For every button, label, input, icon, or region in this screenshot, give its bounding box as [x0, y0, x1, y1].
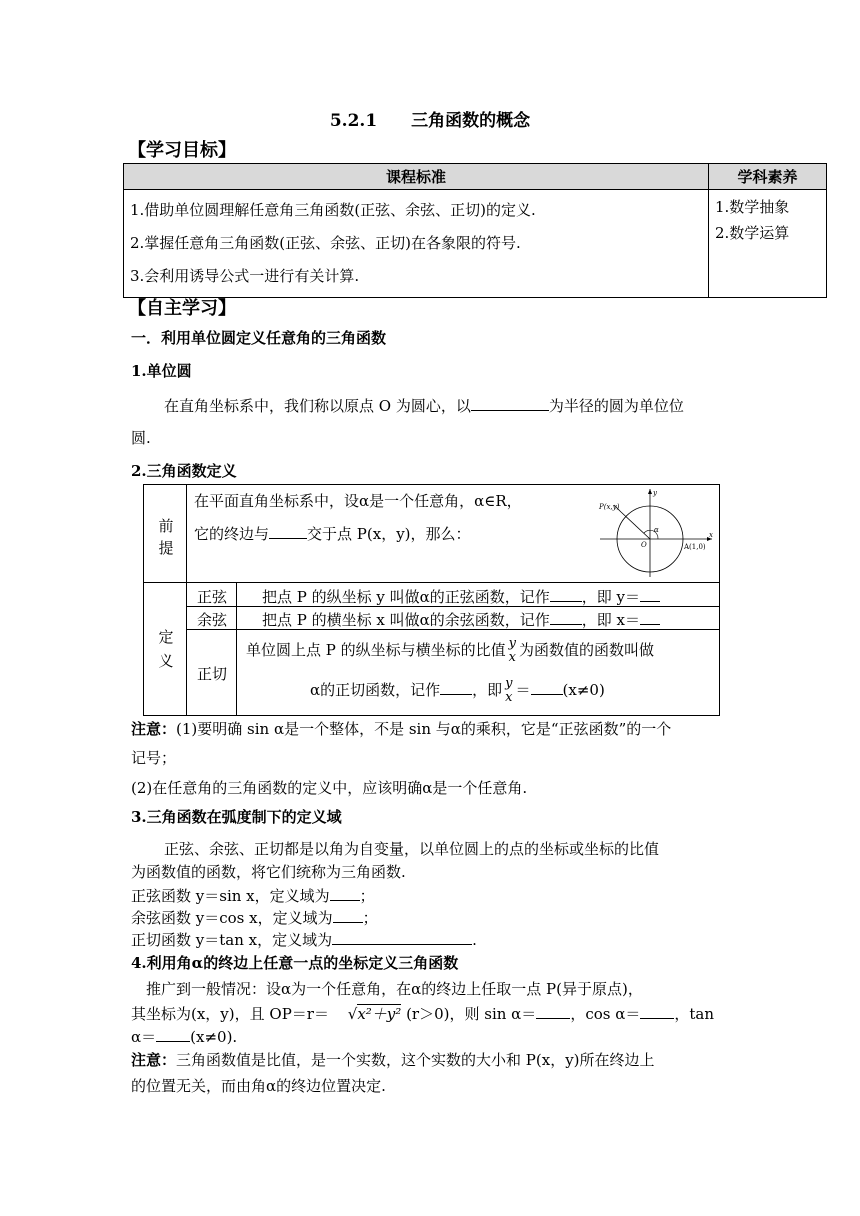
x-label: x — [709, 531, 713, 539]
blank — [536, 1004, 570, 1019]
s2-title: 2.三角函数定义 — [131, 462, 237, 480]
part4-line3b: (x≠0). — [190, 1028, 238, 1046]
punct: . — [472, 931, 477, 949]
sin-text — [262, 586, 660, 607]
note1-text: (1)要明确 sin α是一个整体，不是 sin 与α的乘积，它是“正弦函数”的一个 — [176, 720, 672, 738]
tan-line2d: (x≠0) — [562, 681, 605, 699]
part4-title: 4.利用角α的终边上任意一点的坐标定义三角函数 — [131, 954, 459, 972]
note1-line2: 记号； — [131, 749, 177, 767]
s1-text-line1 — [164, 395, 684, 416]
cos-text — [262, 609, 660, 630]
blank — [332, 930, 472, 945]
tan-line2c: ＝ — [515, 681, 531, 699]
s1-text-b: 为半径的圆为单位位 — [548, 397, 684, 415]
terminal-side — [621, 512, 650, 539]
fraction-y-over-x: y x — [505, 676, 513, 705]
standard-item: 3.会利用诱导公式一进行有关计算. — [130, 267, 360, 285]
premise-line1: 在平面直角坐标系中，设α是一个任意角，α∈R， — [194, 492, 522, 510]
note2-text: 三角函数值是比值，是一个实数，这个实数的大小和 P(x，y)所在终边上 — [176, 1051, 655, 1069]
sqrt-icon: √ — [347, 1005, 358, 1023]
blank — [330, 886, 360, 901]
fraction-y-over-x: y x — [508, 636, 516, 665]
blank — [531, 680, 563, 695]
sqrt-radicand: x²＋y² — [357, 1005, 402, 1023]
note-label: 注意： — [131, 720, 177, 738]
note2-line2: 的位置无关，而由角α的终边位置决定. — [131, 1077, 386, 1095]
literacy-cell — [709, 190, 827, 298]
cos-text-b: ，即 x＝ — [581, 611, 640, 629]
blank — [550, 610, 582, 625]
unit-circle-diagram — [598, 487, 716, 579]
sin-text-a: 把点 P 的纵坐标 y 叫做α的正弦函数，记作 — [262, 588, 550, 606]
alpha-label: α — [654, 526, 659, 534]
part1-heading: 一．利用单位圆定义任意角的三角函数 — [131, 329, 387, 347]
premise-label: 前提 — [158, 517, 174, 557]
literacy-item: 2.数学运算 — [715, 224, 790, 242]
part4-line2 — [131, 1003, 714, 1024]
tan-line2b: ，即 — [472, 681, 503, 699]
blank — [333, 908, 363, 923]
cos-label: 余弦 — [196, 611, 227, 629]
s1-title: 1.单位圆 — [131, 362, 192, 380]
sin-text-b: ，即 y＝ — [581, 588, 641, 606]
tan-line2 — [310, 677, 605, 705]
point-label: P(x,y) — [599, 503, 620, 511]
tan-line2a: α的正切函数，记作 — [310, 681, 441, 699]
standard-item: 2.掌握任意角三角函数(正弦、余弦、正切)在各象限的符号. — [130, 234, 521, 252]
note1-line1 — [131, 718, 671, 739]
part3-title: 3.三角函数在弧度制下的定义域 — [131, 808, 342, 826]
part4-line2a: 其坐标为(x，y)，且 OP＝r＝ — [131, 1005, 329, 1023]
col-header-standards: 课程标准 — [124, 164, 709, 190]
standards-cell — [124, 190, 709, 298]
blank — [471, 396, 549, 411]
cos-domain-text: 余弦函数 y＝cos x，定义域为 — [131, 909, 333, 927]
premise-line2 — [194, 523, 471, 544]
blank — [550, 587, 582, 602]
part3-line1: 正弦、余弦、正切都是以角为自变量，以单位圆上的点的坐标或坐标的比值 — [164, 840, 660, 858]
premise-line2a: 它的终边与 — [194, 525, 270, 543]
tan-line1a: 单位圆上点 P 的纵坐标与横坐标的比值 — [246, 641, 506, 659]
note2-line1 — [131, 1049, 655, 1070]
part4-line3 — [131, 1026, 237, 1047]
blank — [440, 680, 472, 695]
s1-text-c: 圆. — [131, 429, 151, 447]
punct: ； — [359, 887, 375, 905]
cos-domain-line — [131, 907, 378, 928]
row-divider — [144, 582, 719, 583]
col-divider — [186, 485, 187, 715]
part4-line1: 推广到一般情况：设α为一个任意角，在α的终边上任取一点 P(异于原点)， — [146, 980, 643, 998]
tan-line1b: 为函数值的函数叫做 — [519, 641, 655, 659]
note1-line3: (2)在任意角的三角函数的定义中，应该明确α是一个任意角. — [131, 779, 528, 797]
part4-line2e: ，tan — [674, 1005, 714, 1023]
blank — [269, 524, 307, 539]
tan-label: 正切 — [196, 665, 227, 683]
self-study-heading: 【自主学习】 — [128, 298, 236, 319]
sqrt-expression — [348, 1005, 402, 1023]
s1-text-a: 在直角坐标系中，我们称以原点 O 为圆心，以 — [164, 397, 471, 415]
col-header-literacy: 学科素养 — [709, 164, 827, 190]
note-label: 注意： — [131, 1051, 177, 1069]
blank — [640, 1004, 674, 1019]
sin-label: 正弦 — [196, 588, 227, 606]
definition-label: 定义 — [158, 628, 174, 670]
goals-heading: 【学习目标】 — [128, 140, 236, 161]
cos-text-a: 把点 P 的横坐标 x 叫做α的余弦函数，记作 — [262, 611, 550, 629]
col-divider — [236, 582, 237, 715]
part4-line2c: (r＞0)，则 sin α＝ — [406, 1005, 537, 1023]
literacy-item: 1.数学抽象 — [715, 198, 790, 216]
blank — [640, 610, 660, 625]
a-label: A(1,0) — [684, 543, 706, 551]
premise-line2b: 交于点 P(x，y)，那么： — [307, 525, 471, 543]
page-title: 5.2.1 三角函数的概念 — [329, 111, 531, 131]
origin-label: O — [641, 541, 647, 549]
blank — [640, 587, 660, 602]
sin-domain-line — [131, 885, 375, 906]
part4-line3a: α＝ — [131, 1028, 157, 1046]
standard-item: 1.借助单位圆理解任意角三角函数(正弦、余弦、正切)的定义. — [130, 201, 536, 219]
part4-line2d: ，cos α＝ — [570, 1005, 641, 1023]
part3-line2: 为函数值的函数，将它们统称为三角函数. — [131, 863, 406, 881]
y-label: y — [653, 489, 657, 497]
definition-table — [143, 484, 720, 716]
blank — [156, 1027, 190, 1042]
goals-table — [123, 163, 827, 298]
tan-line1 — [246, 637, 654, 665]
tan-domain-line — [131, 929, 477, 950]
sin-domain-text: 正弦函数 y＝sin x，定义域为 — [131, 887, 330, 905]
punct: ； — [362, 909, 378, 927]
tan-domain-text: 正切函数 y＝tan x，定义域为 — [131, 931, 333, 949]
